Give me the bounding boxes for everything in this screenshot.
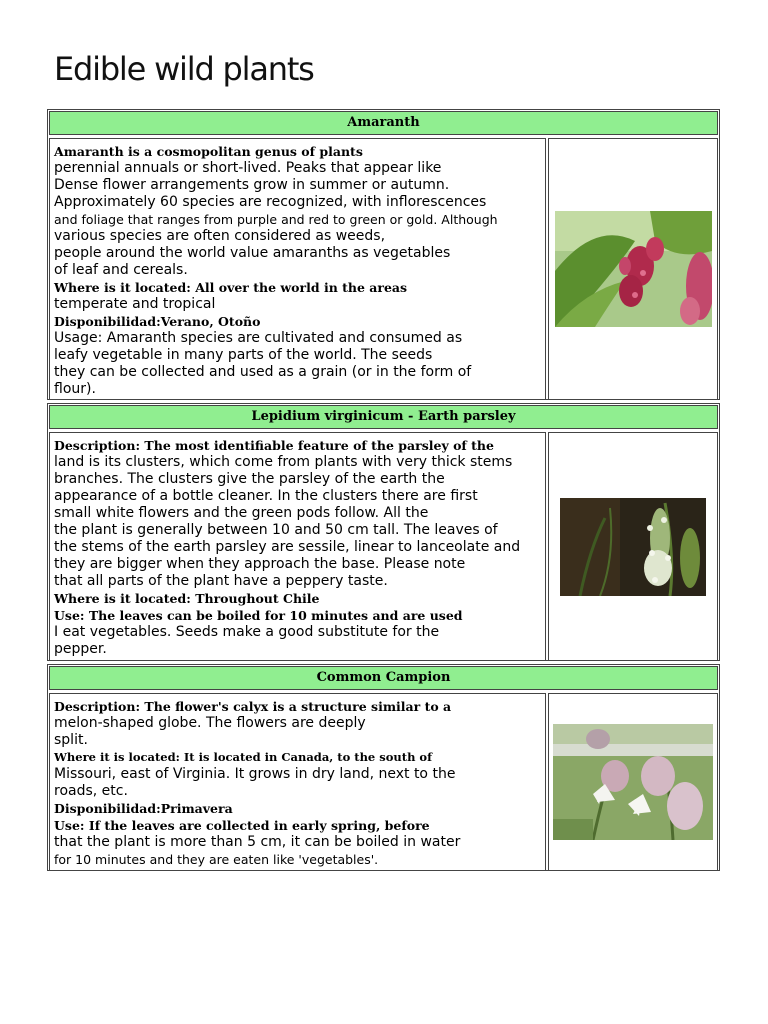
- description-line: land is its clusters, which come from plants with very thick stems: [54, 454, 513, 470]
- description-line: Where is it located: All over the world in the areas: [54, 280, 408, 295]
- description-line: leafy vegetable in many parts of the world. The seeds: [54, 347, 433, 363]
- description-line: Use: If the leaves are collected in early spring, before: [54, 818, 430, 833]
- description-line: Approximately 60 species are recognized, with inflorescences: [54, 194, 487, 210]
- description-line: they are bigger when they approach the base. Please note: [54, 556, 466, 572]
- plant-image-cell: [548, 693, 718, 871]
- description-line: Usage: Amaranth species are cultivated and consumed as: [54, 330, 463, 346]
- plant-name-header: Amaranth: [49, 111, 718, 135]
- description-line: Dense flower arrangements grow in summer or autumn.: [54, 177, 450, 193]
- amaranth-photo: [555, 211, 712, 327]
- description-line: melon-shaped globe. The flowers are deeply: [54, 715, 366, 731]
- description-line: temperate and tropical: [54, 296, 216, 312]
- plant-table-earth-parsley: [47, 403, 720, 661]
- description-line: of leaf and cereals.: [54, 262, 188, 278]
- plant-name-header: Lepidium virginicum - Earth parsley: [49, 405, 718, 429]
- plant-name-header: Common Campion: [49, 666, 718, 690]
- description-line: Description: The flower's calyx is a structure similar to a: [54, 699, 452, 714]
- description-line: Disponibilidad:Primavera: [54, 801, 233, 816]
- description-line: Description: The most identifiable feature of the parsley of the: [54, 438, 494, 453]
- description-line: branches. The clusters give the parsley of the earth the: [54, 471, 445, 487]
- plant-image-cell: [548, 138, 718, 400]
- description-line: Where it is located: It is located in Canada, to the south of: [54, 750, 433, 764]
- description-line: pepper.: [54, 641, 107, 657]
- description-line: Use: The leaves can be boiled for 10 minutes and are used: [54, 608, 463, 623]
- description-line: various species are often considered as weeds,: [54, 228, 386, 244]
- description-line: the stems of the earth parsley are sessile, linear to lanceolate and: [54, 539, 521, 555]
- description-line: perennial annuals or short-lived. Peaks that appear like: [54, 160, 442, 176]
- description-line: Disponibilidad:Verano, Otoño: [54, 314, 261, 329]
- description-line: Where is it located: Throughout Chile: [54, 591, 320, 606]
- description-line: people around the world value amaranths as vegetables: [54, 245, 451, 261]
- earth-parsley-photo: [560, 498, 706, 596]
- description-line: Amaranth is a cosmopolitan genus of plants: [54, 144, 363, 159]
- plant-description: [49, 138, 546, 400]
- plant-description: [49, 432, 546, 661]
- campion-photo: [553, 724, 713, 840]
- description-line: I eat vegetables. Seeds make a good substitute for the: [54, 624, 440, 640]
- description-line: Missouri, east of Virginia. It grows in dry land, next to the: [54, 766, 456, 782]
- description-line: they can be collected and used as a grain (or in the form of: [54, 364, 472, 380]
- description-line: split.: [54, 732, 88, 748]
- plant-image-cell: [548, 432, 718, 661]
- page-title: Edible wild plants: [54, 50, 314, 88]
- description-line: and foliage that ranges from purple and red to green or gold. Although: [54, 212, 498, 227]
- description-line: that the plant is more than 5 cm, it can be boiled in water: [54, 834, 461, 850]
- plant-description: [49, 693, 546, 871]
- description-line: that all parts of the plant have a peppery taste.: [54, 573, 388, 589]
- description-line: small white flowers and the green pods follow. All the: [54, 505, 429, 521]
- description-line: flour).: [54, 381, 96, 397]
- description-line: roads, etc.: [54, 783, 128, 799]
- description-line: appearance of a bottle cleaner. In the clusters there are first: [54, 488, 478, 504]
- plant-table-common-campion: [47, 664, 720, 871]
- plant-table-amaranth: [47, 109, 720, 400]
- description-line: the plant is generally between 10 and 50 cm tall. The leaves of: [54, 522, 498, 538]
- description-line: for 10 minutes and they are eaten like 'vegetables'.: [54, 852, 379, 867]
